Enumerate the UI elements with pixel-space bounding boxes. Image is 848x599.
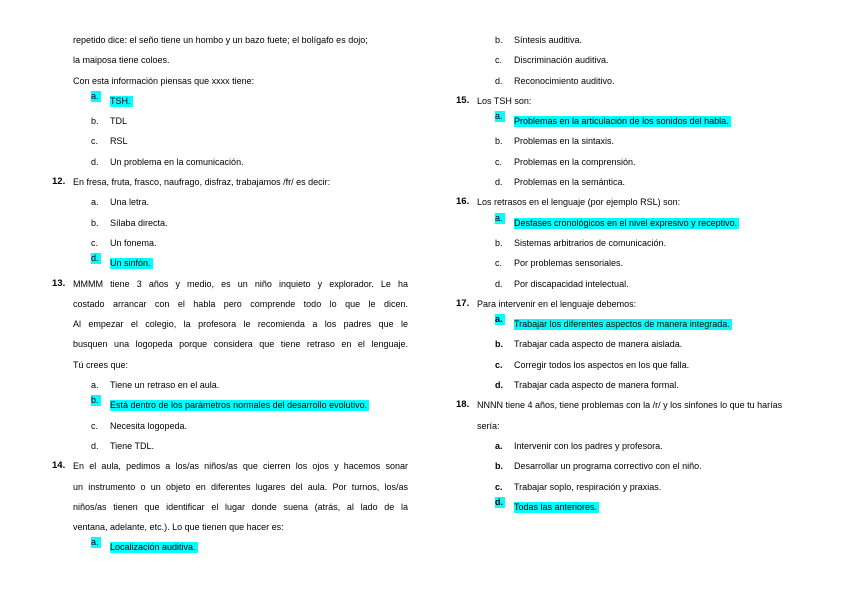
right-column bbox=[456, 30, 816, 517]
q13-text-line: busquen una logopeda porque considera que tiene retraso en el lenguaje. bbox=[73, 339, 408, 350]
q15-option-d: d. Problemas en la semántica. bbox=[495, 177, 626, 188]
q18-option-a: a. Intervenir con los padres y profesora. bbox=[495, 440, 663, 451]
question-number: 13. bbox=[52, 277, 66, 289]
q15-option-b: b. Problemas en la sintaxis. bbox=[495, 136, 615, 147]
q13-option-c: c. Necesita logopeda. bbox=[91, 420, 188, 431]
q16-option-b: b. Sistemas arbitrarios de comunicación. bbox=[495, 237, 667, 248]
q16-heading: 16. Los retrasos en el lenguaje (por ejemplo RSL) son: bbox=[456, 192, 816, 212]
q13-text-line: costado arrancar con el habla pero comprende todo lo que le dicen. bbox=[73, 298, 408, 309]
q13-option-b: b. Está dentro de los parámetros normales del desarrollo evolutivo. bbox=[91, 395, 368, 411]
q13-text-line: Al empezar el colegio, la profesora le recomienda a los padres que le bbox=[73, 319, 408, 330]
q12-option-b: b. Sílaba directa. bbox=[91, 217, 168, 228]
question-number: 12. bbox=[52, 176, 66, 188]
q14-option-b: b. Síntesis auditiva. bbox=[495, 35, 583, 45]
q14-option-d: d. Reconocimiento auditivo. bbox=[495, 75, 615, 86]
q17-heading: 17. Para intervenir en el lenguaje debemos: bbox=[456, 294, 816, 314]
q14-option-c: c. Discriminación auditiva. bbox=[495, 55, 609, 66]
q13-heading: 13. MMMM tiene 3 años y medio, es un niño inquieto y explorador. Le ha bbox=[52, 274, 408, 294]
q11-option-a: a. TSH. bbox=[91, 90, 131, 106]
question-number: 18. bbox=[456, 399, 470, 411]
q11-text-line: la maiposa tiene coloes. bbox=[73, 55, 170, 66]
q12-option-a: a. Una letra. bbox=[91, 197, 150, 208]
q12-option-c: c. Un fonema. bbox=[91, 237, 157, 248]
q16-option-c: c. Por problemas sensoriales. bbox=[495, 258, 624, 269]
q11-option-d: d. Un problema en la comunicación. bbox=[91, 156, 244, 167]
q13-option-d: d. Tiene TDL. bbox=[91, 440, 155, 451]
question-number: 15. bbox=[456, 94, 470, 106]
q14-text-line: un instrumento o un objeto en diferentes lugares del aula. Por turnos, los/as bbox=[73, 481, 408, 492]
q18-option-b: b. Desarrollar un programa correctivo con el niño. bbox=[495, 461, 702, 472]
question-number: 17. bbox=[456, 297, 470, 309]
left-column bbox=[52, 30, 408, 558]
q18-heading: 18. NNNN tiene 4 años, tiene problemas con la /r/ y los sinfones lo que tu harías bbox=[456, 395, 816, 415]
q15-option-c: c. Problemas en la comprensión. bbox=[495, 156, 636, 167]
q15-heading: 15. Los TSH son: bbox=[456, 91, 816, 111]
q14-heading: 14. En el aula, pedimos a los/as niños/as que cierren los ojos y hacemos sonar bbox=[52, 456, 408, 476]
question-number: 16. bbox=[456, 196, 470, 208]
q14-text-line: niños/as tienen que identificar el lugar donde suena (atrás, al lado de la bbox=[73, 501, 408, 512]
q15-option-a: a. Problemas en la articulación de los sonidos del habla. bbox=[495, 111, 729, 127]
q16-option-d: d. Por discapacidad intelectual. bbox=[495, 278, 629, 289]
q18-option-c: c. Trabajar soplo, respiración y praxias. bbox=[495, 481, 662, 492]
q17-option-d: d. Trabajar cada aspecto de manera formal. bbox=[495, 380, 679, 391]
q13-option-a: a. Tiene un retraso en el aula. bbox=[91, 380, 220, 391]
q11-option-b: b. TDL bbox=[91, 116, 128, 127]
q17-option-a: a. Trabajar los diferentes aspectos de manera integrada. bbox=[495, 314, 730, 330]
q17-option-b: b. Trabajar cada aspecto de manera aislada. bbox=[495, 339, 683, 350]
q12-heading: 12. En fresa, fruta, frasco, naufrago, disfraz, trabajamos /fr/ es decir: bbox=[52, 172, 408, 192]
q18-option-d: d. Todas las anteriores. bbox=[495, 496, 598, 512]
q14-prompt: ventana, adelante, etc.). Lo que tienen que hacer es: bbox=[73, 522, 284, 533]
q18-text-line: sería: bbox=[477, 420, 500, 431]
q17-option-c: c. Corregir todos los aspectos en los que falla. bbox=[495, 359, 690, 370]
q11-option-c: c. RSL bbox=[91, 136, 128, 147]
q16-option-a: a. Desfases cronológicos en el nivel expresivo y receptivo. bbox=[495, 212, 738, 228]
question-number: 14. bbox=[52, 460, 66, 472]
q12-option-d: d. Un sinfón. bbox=[91, 253, 151, 269]
q11-text-line: repetido dice: el seño tiene un hombo y un bazo fuete; el bolígafo es dojo; bbox=[73, 35, 368, 45]
q13-prompt: Tú crees que: bbox=[73, 359, 129, 370]
q14-option-a: a. Localización auditiva. bbox=[91, 537, 196, 553]
q11-prompt: Con esta información piensas que xxxx tiene: bbox=[73, 75, 255, 86]
